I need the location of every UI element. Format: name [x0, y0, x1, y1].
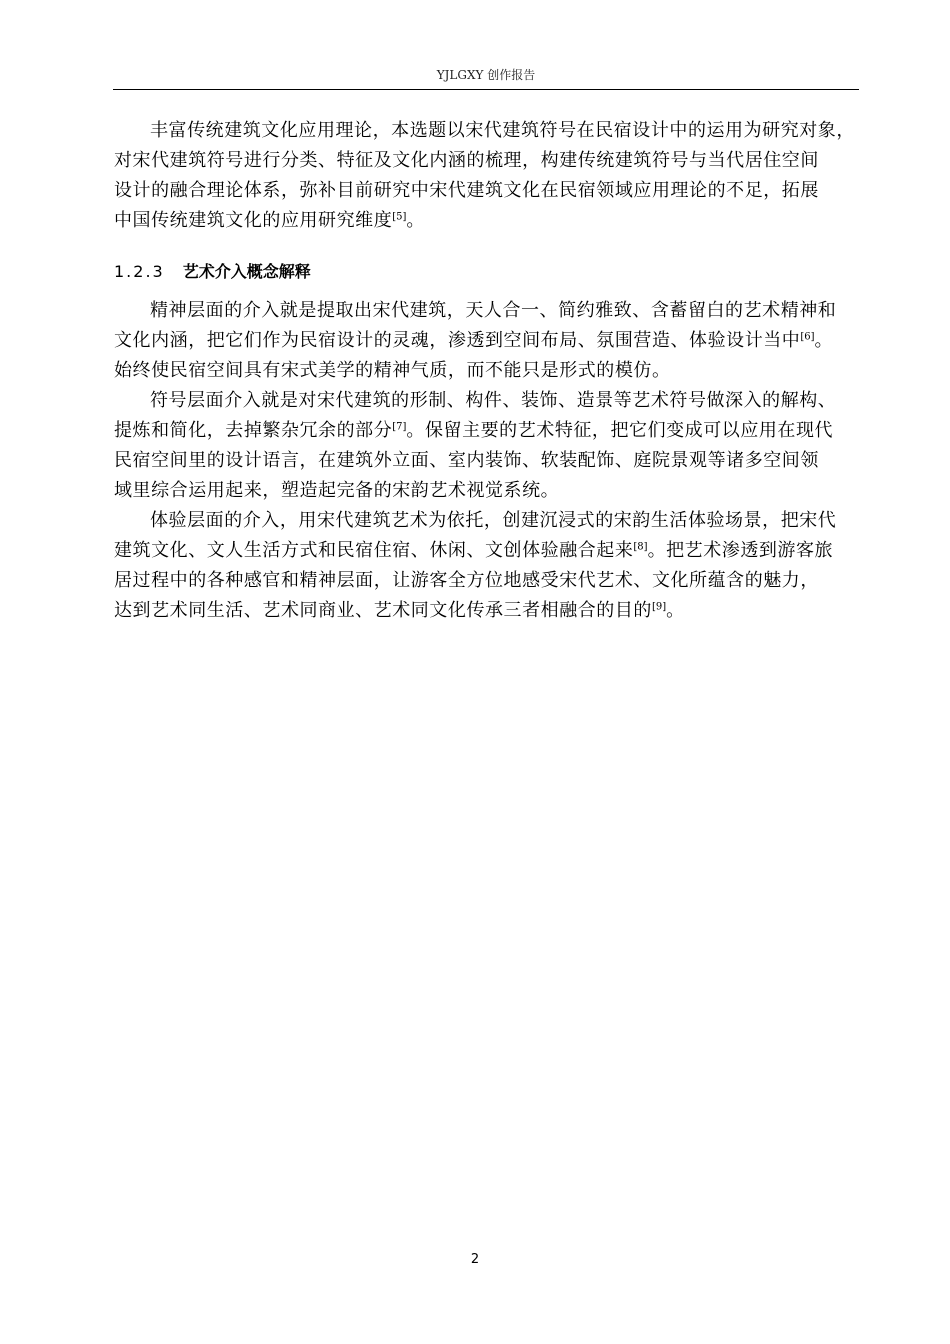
text-segment: 文化内涵，把它们作为民宿设计的灵魂，渗透到空间布局、氛围营造、体验设计当中: [114, 330, 801, 351]
citation: [6]: [800, 331, 815, 343]
text-segment: 。: [666, 600, 685, 621]
section-heading: [114, 258, 860, 286]
text-line: 域里综合运用起来，塑造起完备的宋韵艺术视觉系统。: [114, 480, 560, 501]
text-line: [114, 416, 860, 446]
text-line: 丰富传统建筑文化应用理论，本选题以宋代建筑符号在民宿设计中的运用为研究对象，: [150, 120, 855, 141]
text-line: 设计的融合理论体系，弥补目前研究中宋代建筑文化在民宿领域应用理论的不足，拓展: [114, 180, 819, 201]
text-segment: 。把艺术渗透到游客旅: [647, 540, 834, 561]
paragraph-intro: [114, 116, 860, 236]
text-segment: 达到艺术同生活、艺术同商业、艺术同文化传承三者相融合的目的: [114, 600, 652, 621]
citation: [5]: [392, 211, 407, 223]
page-header: YJLGXY 创作报告: [436, 68, 536, 82]
text-line: [114, 596, 860, 626]
text-line: 对宋代建筑符号进行分类、特征及文化内涵的梳理，构建传统建筑符号与当代居住空间: [114, 150, 819, 171]
header-rule: [113, 89, 859, 90]
paragraph-symbol: [114, 386, 860, 506]
citation: [8]: [633, 541, 648, 553]
text-segment: 提炼和简化，去掉繁杂冗余的部分: [114, 420, 393, 441]
text-segment: 中国传统建筑文化的应用研究维度: [114, 210, 393, 231]
text-segment: 。: [406, 210, 425, 231]
paragraph-spirit: [114, 296, 860, 386]
text-segment: 。: [814, 330, 834, 351]
paragraph-experience: [114, 506, 860, 626]
text-line: 居过程中的各种感官和精神层面，让游客全方位地感受宋代艺术、文化所蕴含的魅力，: [114, 570, 819, 591]
text-line: 符号层面介入就是对宋代建筑的形制、构件、装饰、造景等艺术符号做深入的解构、: [150, 390, 837, 411]
citation: [7]: [392, 421, 407, 433]
text-segment: 。保留主要的艺术特征，把它们变成可以应用在现代: [406, 420, 834, 441]
text-line: 民宿空间里的设计语言，在建筑外立面、室内装饰、软装配饰、庭院景观等诸多空间领: [114, 450, 819, 471]
page-number: 2: [470, 1252, 480, 1267]
section-number: 1.2.3: [114, 262, 165, 281]
text-line: [114, 326, 860, 356]
text-segment: 建筑文化、文人生活方式和民宿住宿、休闲、文创体验融合起来: [114, 540, 634, 561]
page-body: [114, 116, 860, 626]
section-title: 艺术介入概念解释: [182, 262, 311, 281]
text-line: [114, 206, 860, 236]
text-line: [114, 536, 860, 566]
citation: [9]: [651, 601, 667, 613]
text-line: 始终使民宿空间具有宋式美学的精神气质，而不能只是形式的模仿。: [114, 360, 671, 381]
text-line: 精神层面的介入就是提取出宋代建筑，天人合一、简约雅致、含蓄留白的艺术精神和: [150, 300, 837, 321]
text-line: 体验层面的介入，用宋代建筑艺术为依托，创建沉浸式的宋韵生活体验场景，把宋代: [150, 510, 837, 531]
